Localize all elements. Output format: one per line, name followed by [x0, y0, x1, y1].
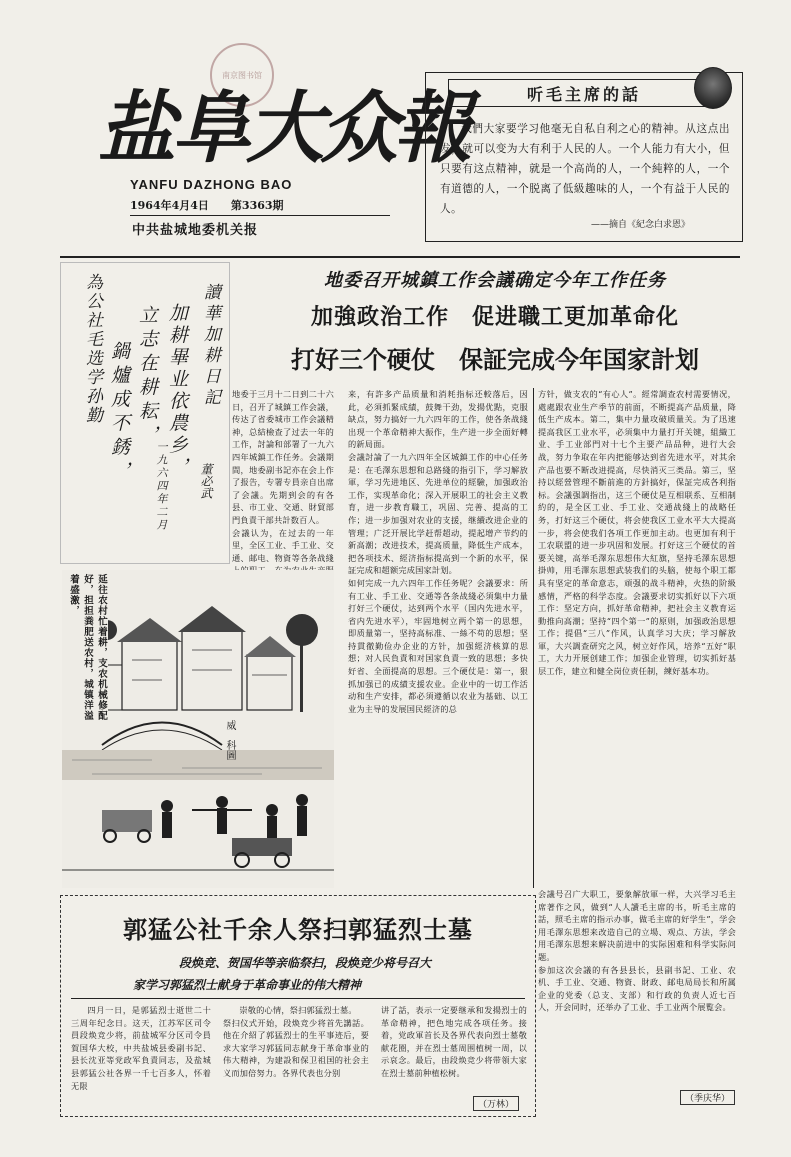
lead-kicker: 地委召开城鎮工作会議确定今年工作任务	[324, 270, 666, 291]
masthead	[60, 35, 469, 260]
lead-column-4: 会議号召广大职工，要象解放軍一样，大兴学习毛主席著作之风，做到“人人讀毛主席的书，听毛主席的話，照毛主席的指示办事，做毛主席的好学生”，学会用毛澤东思想来改造自己的立場、观点、方法，学会用毛澤东思想来解决前进中的实际困难和科学实际问题。 参加这次会議的有各县县长，县副书記、工业、农机、手工业、交通、物資、財政、邮电局局长和所属企业的党委（总支、支部）和行政的负责人近七百人，开会同时，还举办了工业、手工业两个展覧会。	[538, 889, 736, 1013]
second-column-3: 讲了話，表示一定要继承和发揚烈士的革命精神，把色地完成各项任务。接着，党政軍首长及各界代表向烈士墓敬献花圈，并在烈士墓周围植树一周，以示哀念。最后，由段焕竞少将带領大家在烈士墓前种植松树。	[381, 1005, 527, 1078]
quote-box	[425, 72, 743, 242]
lead-column-3: 方针，做支农的“有心人”。經常調查农村需要情况，處處跟农业生产季节的前面，不断提高产品质量，降低生产成本。第二，集中力量攻破质量关。为了迅速提高我区工业水平，必須集中力量打开关键，組織工业、手工业部門对十七个主要产品品种，进行大会战，努力争取在年内把能够达到省先进水平，对其余产品也要不断改进提高，尽快消灭三类品。第三，坚持以經營管理不斷前進的方針搞好，保証完成各利指标。会議强調指出，这三个硬仗是互相联系、互相制約的，是全区工业、手工业、交通战綫上的战略任务，打好这三个硬仗，将会使我区工业水平大大提高一步，将会使我们各項工作更加主动。也更加有利于工农联盟的进一步巩固和发展。打好这三个硬仗的首要关键，高举毛澤东思想伟大紅旗，坚持毛澤东思想掛帅，用毛澤东思想武装我们的头脑，使每个职工都具有坚定的革命意志，頑强的战斗精神，火热的阶級感情，严格的科学态度。会議要求切实抓好以下六项工作：坚定方向，抓好革命精神，把社会主义教育运動推向高潮；坚持“四个第一”的原则，加强政治思想工作；提倡“三八”作风，认真学习大庆；学习解放軍，大兴調查研究之风，树立好作风，培养“五好”职工，大力开展创建工作；加强企业管理，切实抓好基层工作，建立和健全岗位责任制，練好基本功。	[538, 389, 736, 677]
stamp-text: 南京图书馆	[222, 70, 262, 80]
calligraphy-line1: 加耕畢业依農乡，	[166, 303, 188, 479]
lead-headline-1: 加強政治工作 促进職工更加革命化	[310, 305, 679, 330]
lead-headline-2: 打好三个硬仗 保証完成今年国家計划	[291, 346, 699, 374]
lead-byline: （季庆华）	[680, 1090, 735, 1105]
second-subhead-rule	[71, 998, 525, 999]
calligraphy-panel	[60, 262, 230, 564]
newspaper-title: 盐阜大众報	[98, 83, 469, 174]
quote-body: 我們大家要学习他毫无自私自利之心的精神。从这点出发，就可以变为大有利于人民的人。一个人能力有大小，但只要有这点精神，就是一个高尚的人，一个純粹的人，一个有道德的人，一个脱离了低級趣味的人，一个有益于人民的人。	[440, 123, 730, 215]
quote-header-bar	[448, 79, 720, 107]
second-article-box	[60, 895, 536, 1117]
quote-source: ——摘自《紀念白求恩》	[591, 220, 691, 230]
illustration-caption: 延往农村忙着耕，支农机械修配好，担担粪肥送农村，城镇洋溢着盛激，	[66, 574, 108, 724]
calligraphy-date: 一九六四年二月	[155, 441, 168, 532]
right-column-divider	[533, 388, 534, 888]
mao-portrait-icon	[694, 67, 732, 109]
masthead-rule	[130, 215, 390, 216]
publisher: 中共盐城地委机关报	[132, 223, 259, 238]
quote-header: 听毛主席的話	[526, 84, 641, 104]
calligraphy-line4: 為公社毛选学孙勤	[82, 273, 102, 425]
calligraphy-line2: 立志在耕耘，	[136, 305, 158, 449]
second-column-2: 崇敬的心情，祭扫郭猛烈士墓。 祭扫仪式开始，段焕竞少将首先講話。他在介紹了郭猛烈士的生平事迹后，要求大家学习郭猛同志献身于革命事业的伟大精神，为建設和保卫祖国的社会主义而加倍努力。各界代表也分别	[223, 1005, 369, 1078]
second-byline: （万林）	[473, 1096, 519, 1111]
second-headline: 郭猛公社千余人祭扫郭猛烈士墓	[123, 915, 473, 944]
date-issue: 1964年4月4日 第3363期	[130, 199, 284, 212]
calligraphy-title: 讀華加耕日記	[200, 283, 220, 409]
calligraphy-signature: 董必武	[199, 463, 213, 499]
illustration-artist: 威 科圖	[224, 720, 235, 760]
lead-column-1: 地委于三月十二日到二十六日，召开了城鎮工作会議，传达了省委城市工作会議精神，总結檢查了过去一年的工作，討論和部署了一九六四年城鎮工作任务。会議期間，地委副书記亦在会上作了报告，专署专員亲自出席了会議。先期到会的有各县、市工业、交通、財貿部門負責干部共計数百人。 会議认为，在过去的一年里，全区工业、手工业、交通、邮电、物資等各条战綫	[232, 389, 334, 563]
lead-column-2: 来，有許多产品质量和消耗指标还較落后，因此，必須抓緊成績，鼓舞干劲，发揚优點，克服缺点，努力搞好一九六四年的工作，使各条战綫出现一个革命精神大振作，生产进一步全面好轉的新局面。 会議討論了一九六四年全区城鎮工作的中心任务是：在毛澤东思想和总路綫的指引下，学习解放軍，学习先进地区、先进单位的經驗，加强政治工作，实现革命化；深入开展职工的社会主义教育，进一步教育職工，巩固、完善、提高的工作；进一步加强对农业的支援，继續改进企业的管理；广泛开展比学赶帮超动，提起增产节约的新高潮；改进技术，提高质量，降低生产成本，把各项技术、經济指标提高到一个新的水平，保証完成和超额完成国家計划。 如何完成一九六四年工作任务呢？会議要求：所有工业、手工业、交通等各条战綫必須集中力量打好三个硬仗，达到两个水平（国内先进水平，省内先进水平），牢固地树立两个第一的思想，即质量第一，坚持高标准、一絲不苟的思想；坚持貫徹勤俭办企业的方针，加强經济核算的思想；对人民負責和对国家負責一致的思想；多快好省、全面提高的思想。三个硬仗是：第一，狠抓加强已的成績支援农业。企业中的一切工作活动和生产安排，都必須遵循以农业为基础、以工业为主导的发展国民經济的总	[348, 389, 528, 714]
second-subhead-2: 家学习郭猛烈士献身于革命事业的伟大精神	[133, 978, 362, 992]
top-divider	[60, 256, 740, 258]
second-subhead-1: 段焕竞、贺国华等亲临祭扫，段焕竞少将号召大	[179, 956, 432, 970]
title-pinyin: YANFU DAZHONG BAO	[130, 177, 293, 192]
second-column-1: 四月一日，是郭猛烈士逝世二十三周年纪念日。这天，江苏军区司令員段焕竞少将，前盐城军分区司令員賀国华大校，中共盐城县委副书記、县长沈亚等党政军負責同志，及盐城县郭猛公社各界一千七百多人，怀着无限	[71, 1005, 211, 1091]
illustration	[62, 570, 334, 888]
calligraphy-line3: 鍋爐成不銹，	[108, 341, 130, 485]
